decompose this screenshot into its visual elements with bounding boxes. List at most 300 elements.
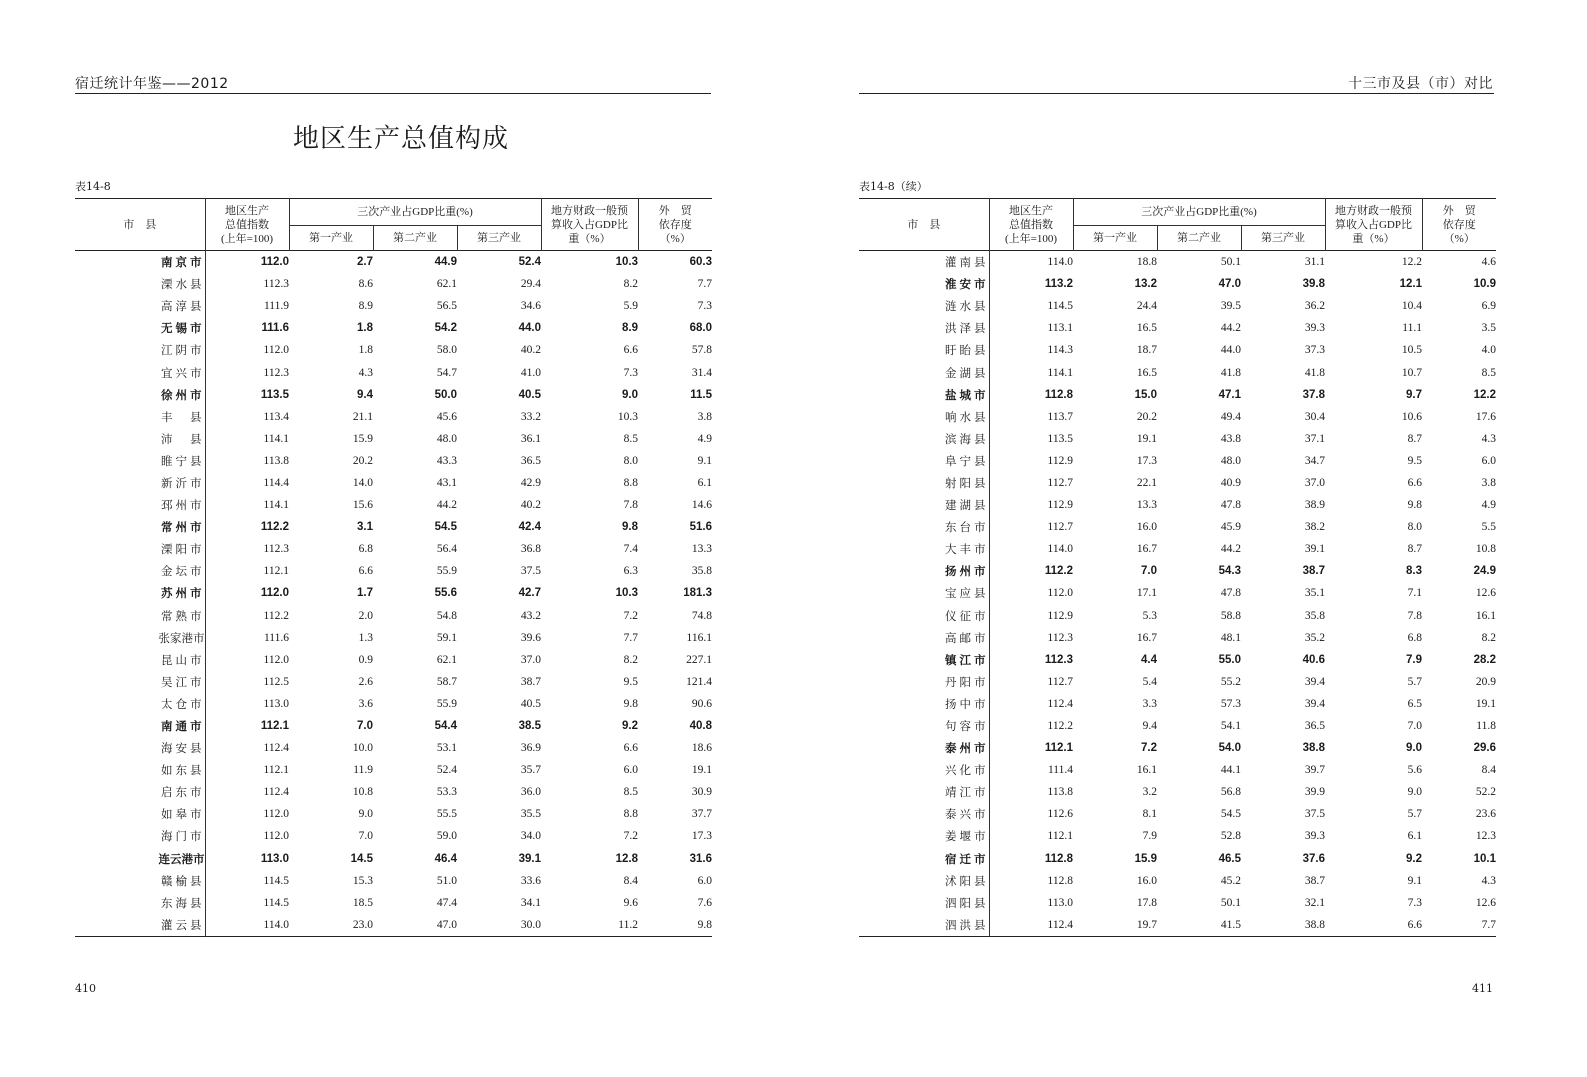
secondary-share-cell: 56.5 bbox=[436, 300, 457, 313]
secondary-share-cell: 54.1 bbox=[1220, 720, 1241, 733]
table-row bbox=[859, 803, 1496, 825]
table-row bbox=[75, 781, 712, 803]
trade-dependence-cell: 40.8 bbox=[689, 720, 712, 733]
fiscal-share-cell: 7.2 bbox=[623, 830, 638, 843]
primary-share-cell: 6.6 bbox=[358, 565, 373, 578]
county-name: 高邮市 bbox=[945, 630, 989, 645]
county-name: 滨海县 bbox=[945, 431, 989, 446]
fiscal-share-cell: 7.9 bbox=[1406, 653, 1422, 666]
table-header bbox=[75, 199, 712, 251]
gdp-index-cell: 114.4 bbox=[205, 472, 289, 494]
county-name: 阜宁县 bbox=[945, 453, 989, 468]
gdp-index-cell: 112.3 bbox=[989, 627, 1073, 649]
header-gdp-index: 地区生产 总值指数 (上年=100) bbox=[205, 199, 289, 251]
primary-share-cell: 23.0 bbox=[352, 918, 373, 931]
secondary-share-cell: 54.8 bbox=[436, 609, 457, 622]
running-head: 宿迁统计年鉴——2012 bbox=[75, 76, 229, 92]
county-name: 东海县 bbox=[161, 895, 205, 910]
tertiary-share-cell: 35.7 bbox=[520, 764, 541, 777]
tertiary-share-cell: 36.5 bbox=[520, 454, 541, 467]
county-name: 盱眙县 bbox=[945, 343, 989, 358]
county-name: 赣榆县 bbox=[161, 873, 205, 888]
gdp-index-cell: 114.1 bbox=[205, 428, 289, 450]
secondary-share-cell: 41.5 bbox=[1220, 918, 1241, 931]
tertiary-share-cell: 36.8 bbox=[520, 543, 541, 556]
county-name: 东台市 bbox=[945, 520, 989, 535]
fiscal-share-cell: 7.8 bbox=[1407, 609, 1422, 622]
trade-dependence-cell: 13.3 bbox=[691, 543, 712, 556]
primary-share-cell: 9.4 bbox=[1142, 720, 1157, 733]
county-name: 新沂市 bbox=[161, 475, 205, 490]
primary-share-cell: 16.7 bbox=[1136, 631, 1157, 644]
trade-dependence-cell: 52.2 bbox=[1475, 786, 1496, 799]
gdp-index-cell: 112.0 bbox=[205, 649, 289, 671]
gdp-index-cell: 111.6 bbox=[205, 627, 289, 649]
county-name: 张家港市 bbox=[158, 630, 205, 645]
gdp-index-cell: 112.0 bbox=[205, 803, 289, 825]
fiscal-share-cell: 5.6 bbox=[1407, 764, 1422, 777]
trade-dependence-cell: 20.9 bbox=[1475, 675, 1496, 688]
table-row bbox=[75, 538, 712, 560]
gdp-index-cell: 112.0 bbox=[205, 251, 289, 274]
secondary-share-cell: 48.0 bbox=[436, 432, 457, 445]
gdp-index-cell: 112.0 bbox=[989, 582, 1073, 604]
gdp-index-cell: 111.9 bbox=[205, 295, 289, 317]
county-name: 昆山市 bbox=[161, 652, 205, 667]
table-row bbox=[859, 450, 1496, 472]
primary-share-cell: 20.2 bbox=[352, 454, 373, 467]
tertiary-share-cell: 39.9 bbox=[1304, 786, 1325, 799]
county-name: 灌云县 bbox=[161, 917, 205, 932]
page-number: 410 bbox=[75, 982, 96, 995]
secondary-share-cell: 55.9 bbox=[436, 565, 457, 578]
tertiary-share-cell: 42.9 bbox=[520, 476, 541, 489]
primary-share-cell: 16.0 bbox=[1136, 874, 1157, 887]
tertiary-share-cell: 36.2 bbox=[1304, 300, 1325, 313]
fiscal-share-cell: 9.8 bbox=[622, 521, 638, 534]
page-title: 地区生产总值构成 bbox=[293, 124, 510, 154]
gdp-index-cell: 114.5 bbox=[205, 870, 289, 892]
fiscal-share-cell: 7.1 bbox=[1407, 587, 1422, 600]
gdp-index-cell: 112.4 bbox=[989, 693, 1073, 715]
table-row bbox=[859, 825, 1496, 847]
header-industry-share: 三次产业占GDP比重(%) bbox=[1073, 199, 1325, 226]
table-row bbox=[75, 251, 712, 274]
county-name: 溧水县 bbox=[161, 277, 205, 292]
table-row bbox=[859, 605, 1496, 627]
trade-dependence-cell: 121.4 bbox=[686, 675, 712, 688]
tertiary-share-cell: 39.8 bbox=[1302, 278, 1325, 291]
table-row bbox=[859, 406, 1496, 428]
gdp-index-cell: 112.7 bbox=[989, 472, 1073, 494]
trade-dependence-cell: 116.1 bbox=[686, 631, 712, 644]
trade-dependence-cell: 7.6 bbox=[697, 896, 712, 909]
table-row bbox=[859, 870, 1496, 892]
gdp-index-cell: 112.9 bbox=[989, 494, 1073, 516]
secondary-share-cell: 45.6 bbox=[436, 410, 457, 423]
county-name: 盐城市 bbox=[945, 387, 989, 402]
secondary-share-cell: 43.1 bbox=[436, 476, 457, 489]
primary-share-cell: 10.8 bbox=[352, 786, 373, 799]
gdp-index-cell: 112.1 bbox=[205, 560, 289, 582]
county-name: 徐州市 bbox=[161, 387, 205, 402]
secondary-share-cell: 40.9 bbox=[1220, 476, 1241, 489]
county-name: 吴江市 bbox=[161, 674, 205, 689]
gdp-index-cell: 112.8 bbox=[989, 870, 1073, 892]
gdp-index-cell: 112.9 bbox=[989, 605, 1073, 627]
trade-dependence-cell: 7.3 bbox=[697, 300, 712, 313]
gdp-index-cell: 114.1 bbox=[989, 361, 1073, 383]
fiscal-share-cell: 8.5 bbox=[623, 432, 638, 445]
primary-share-cell: 17.1 bbox=[1136, 587, 1157, 600]
primary-share-cell: 7.9 bbox=[1142, 830, 1157, 843]
gdp-index-cell: 112.3 bbox=[205, 538, 289, 560]
primary-share-cell: 6.8 bbox=[358, 543, 373, 556]
table-row bbox=[859, 516, 1496, 538]
fiscal-share-cell: 8.2 bbox=[623, 653, 638, 666]
fiscal-share-cell: 11.1 bbox=[1402, 322, 1422, 335]
tertiary-share-cell: 39.3 bbox=[1304, 322, 1325, 335]
gdp-index-cell: 114.5 bbox=[989, 295, 1073, 317]
secondary-share-cell: 53.3 bbox=[436, 786, 457, 799]
table-row bbox=[859, 472, 1496, 494]
gdp-index-cell: 113.0 bbox=[989, 892, 1073, 914]
primary-share-cell: 18.7 bbox=[1136, 344, 1157, 357]
primary-share-cell: 5.3 bbox=[1142, 609, 1157, 622]
gdp-index-cell: 112.1 bbox=[205, 715, 289, 737]
tertiary-share-cell: 42.4 bbox=[518, 521, 541, 534]
fiscal-share-cell: 10.6 bbox=[1401, 410, 1422, 423]
fiscal-share-cell: 9.1 bbox=[1407, 874, 1422, 887]
trade-dependence-cell: 31.4 bbox=[691, 366, 712, 379]
secondary-share-cell: 44.2 bbox=[1220, 322, 1241, 335]
county-name: 启东市 bbox=[161, 785, 205, 800]
header-primary: 第一产业 bbox=[289, 226, 373, 251]
primary-share-cell: 1.7 bbox=[357, 587, 373, 600]
trade-dependence-cell: 6.0 bbox=[697, 874, 712, 887]
primary-share-cell: 24.4 bbox=[1136, 300, 1157, 313]
table-row bbox=[75, 759, 712, 781]
fiscal-share-cell: 6.6 bbox=[623, 344, 638, 357]
secondary-share-cell: 55.2 bbox=[1220, 675, 1241, 688]
tertiary-share-cell: 42.7 bbox=[518, 587, 541, 600]
secondary-share-cell: 54.0 bbox=[1218, 742, 1241, 755]
header-county: 市 县 bbox=[859, 199, 989, 251]
fiscal-share-cell: 9.0 bbox=[622, 388, 638, 401]
table-row bbox=[75, 649, 712, 671]
table-row bbox=[75, 848, 712, 870]
secondary-share-cell: 54.3 bbox=[1218, 565, 1241, 578]
tertiary-share-cell: 44.0 bbox=[518, 322, 541, 335]
gdp-index-cell: 112.3 bbox=[989, 649, 1073, 671]
table-row bbox=[859, 273, 1496, 295]
trade-dependence-cell: 57.8 bbox=[691, 344, 712, 357]
tertiary-share-cell: 43.2 bbox=[520, 609, 541, 622]
secondary-share-cell: 54.2 bbox=[434, 322, 457, 335]
gdp-index-cell: 113.0 bbox=[205, 693, 289, 715]
table-row bbox=[75, 406, 712, 428]
gdp-index-cell: 112.8 bbox=[989, 848, 1073, 870]
table-row bbox=[75, 361, 712, 383]
table-row bbox=[75, 715, 712, 737]
tertiary-share-cell: 38.7 bbox=[520, 675, 541, 688]
primary-share-cell: 18.8 bbox=[1136, 256, 1157, 269]
secondary-share-cell: 54.7 bbox=[436, 366, 457, 379]
table-row bbox=[859, 251, 1496, 274]
county-name: 如皋市 bbox=[161, 807, 205, 822]
trade-dependence-cell: 12.3 bbox=[1475, 830, 1496, 843]
secondary-share-cell: 50.1 bbox=[1220, 896, 1241, 909]
fiscal-share-cell: 12.2 bbox=[1401, 256, 1422, 269]
secondary-share-cell: 47.8 bbox=[1220, 587, 1241, 600]
table-row bbox=[859, 428, 1496, 450]
trade-dependence-cell: 90.6 bbox=[691, 697, 712, 710]
table-row bbox=[75, 317, 712, 339]
county-name: 高淳县 bbox=[161, 299, 205, 314]
table-row bbox=[75, 472, 712, 494]
gdp-index-cell: 112.3 bbox=[205, 273, 289, 295]
county-name: 苏州市 bbox=[161, 586, 205, 601]
secondary-share-cell: 52.4 bbox=[436, 764, 457, 777]
secondary-share-cell: 54.5 bbox=[1220, 808, 1241, 821]
fiscal-share-cell: 10.3 bbox=[615, 256, 638, 269]
table-row bbox=[859, 627, 1496, 649]
trade-dependence-cell: 31.6 bbox=[689, 852, 712, 865]
county-name: 宿迁市 bbox=[945, 851, 989, 866]
county-name: 南通市 bbox=[161, 719, 205, 734]
table-row bbox=[75, 627, 712, 649]
fiscal-share-cell: 7.3 bbox=[623, 366, 638, 379]
table-row bbox=[859, 295, 1496, 317]
header-secondary: 第二产业 bbox=[373, 226, 457, 251]
table-row bbox=[859, 848, 1496, 870]
fiscal-share-cell: 9.7 bbox=[1406, 388, 1422, 401]
primary-share-cell: 8.1 bbox=[1142, 808, 1157, 821]
gdp-index-cell: 111.4 bbox=[989, 759, 1073, 781]
county-name: 射阳县 bbox=[945, 475, 989, 490]
primary-share-cell: 3.3 bbox=[1142, 697, 1157, 710]
county-name: 句容市 bbox=[945, 719, 989, 734]
fiscal-share-cell: 8.3 bbox=[1406, 565, 1422, 578]
tertiary-share-cell: 35.2 bbox=[1304, 631, 1325, 644]
secondary-share-cell: 62.1 bbox=[436, 278, 457, 291]
fiscal-share-cell: 8.4 bbox=[623, 874, 638, 887]
trade-dependence-cell: 11.5 bbox=[690, 388, 712, 401]
secondary-share-cell: 45.9 bbox=[1220, 521, 1241, 534]
tertiary-share-cell: 37.8 bbox=[1302, 388, 1325, 401]
fiscal-share-cell: 12.8 bbox=[615, 852, 638, 865]
secondary-share-cell: 55.6 bbox=[434, 587, 457, 600]
tertiary-share-cell: 30.4 bbox=[1304, 410, 1325, 423]
county-name: 睢宁县 bbox=[161, 453, 205, 468]
secondary-share-cell: 46.5 bbox=[1218, 852, 1241, 865]
county-name: 泰州市 bbox=[945, 741, 989, 756]
fiscal-share-cell: 9.8 bbox=[623, 697, 638, 710]
primary-share-cell: 17.3 bbox=[1136, 454, 1157, 467]
primary-share-cell: 1.3 bbox=[358, 631, 373, 644]
tertiary-share-cell: 37.5 bbox=[1304, 808, 1325, 821]
county-name: 姜堰市 bbox=[945, 829, 989, 844]
gdp-index-cell: 112.7 bbox=[989, 671, 1073, 693]
primary-share-cell: 3.6 bbox=[358, 697, 373, 710]
primary-share-cell: 4.4 bbox=[1141, 653, 1157, 666]
table-row bbox=[859, 892, 1496, 914]
table-row bbox=[859, 737, 1496, 759]
county-name: 灌南县 bbox=[945, 255, 989, 270]
county-name: 建湖县 bbox=[945, 498, 989, 513]
trade-dependence-cell: 4.3 bbox=[1481, 432, 1496, 445]
gdp-index-cell: 112.2 bbox=[205, 516, 289, 538]
secondary-share-cell: 56.8 bbox=[1220, 786, 1241, 799]
county-name: 淮安市 bbox=[945, 277, 989, 292]
county-name: 邳州市 bbox=[161, 498, 205, 513]
primary-share-cell: 15.9 bbox=[1134, 852, 1157, 865]
gdp-index-cell: 114.1 bbox=[205, 494, 289, 516]
table-row bbox=[75, 560, 712, 582]
table-row bbox=[75, 582, 712, 604]
trade-dependence-cell: 23.6 bbox=[1475, 808, 1496, 821]
tertiary-share-cell: 35.5 bbox=[520, 808, 541, 821]
tertiary-share-cell: 29.4 bbox=[520, 278, 541, 291]
running-head: 十三市及县（市）对比 bbox=[1348, 76, 1493, 92]
gdp-index-cell: 113.7 bbox=[989, 406, 1073, 428]
trade-dependence-cell: 9.8 bbox=[697, 918, 712, 931]
tertiary-share-cell: 34.7 bbox=[1304, 454, 1325, 467]
gdp-composition-table-continued bbox=[859, 198, 1496, 937]
trade-dependence-cell: 8.4 bbox=[1481, 764, 1496, 777]
gdp-index-cell: 112.4 bbox=[205, 781, 289, 803]
secondary-share-cell: 52.8 bbox=[1220, 830, 1241, 843]
gdp-index-cell: 113.5 bbox=[989, 428, 1073, 450]
tertiary-share-cell: 39.4 bbox=[1304, 697, 1325, 710]
fiscal-share-cell: 10.4 bbox=[1401, 300, 1422, 313]
trade-dependence-cell: 4.9 bbox=[1481, 499, 1496, 512]
secondary-share-cell: 47.8 bbox=[1220, 499, 1241, 512]
trade-dependence-cell: 17.3 bbox=[691, 830, 712, 843]
county-name: 大丰市 bbox=[945, 542, 989, 557]
trade-dependence-cell: 4.9 bbox=[697, 432, 712, 445]
trade-dependence-cell: 6.0 bbox=[1481, 454, 1496, 467]
table-row bbox=[75, 693, 712, 715]
primary-share-cell: 15.3 bbox=[352, 874, 373, 887]
county-name: 丹阳市 bbox=[945, 674, 989, 689]
county-name: 江阴市 bbox=[161, 343, 205, 358]
county-name: 海门市 bbox=[161, 829, 205, 844]
primary-share-cell: 9.0 bbox=[358, 808, 373, 821]
primary-share-cell: 15.6 bbox=[352, 499, 373, 512]
primary-share-cell: 20.2 bbox=[1136, 410, 1157, 423]
county-name: 泗洪县 bbox=[945, 917, 989, 932]
primary-share-cell: 5.4 bbox=[1142, 675, 1157, 688]
gdp-index-cell: 112.2 bbox=[205, 605, 289, 627]
gdp-index-cell: 112.5 bbox=[205, 671, 289, 693]
fiscal-share-cell: 6.0 bbox=[623, 764, 638, 777]
fiscal-share-cell: 5.7 bbox=[1407, 675, 1422, 688]
trade-dependence-cell: 12.6 bbox=[1475, 587, 1496, 600]
fiscal-share-cell: 6.6 bbox=[623, 742, 638, 755]
tertiary-share-cell: 39.6 bbox=[520, 631, 541, 644]
gdp-index-cell: 112.6 bbox=[989, 803, 1073, 825]
tertiary-share-cell: 40.5 bbox=[520, 697, 541, 710]
trade-dependence-cell: 35.8 bbox=[691, 565, 712, 578]
fiscal-share-cell: 9.0 bbox=[1406, 742, 1422, 755]
tertiary-share-cell: 37.3 bbox=[1304, 344, 1325, 357]
gdp-index-cell: 112.4 bbox=[205, 737, 289, 759]
trade-dependence-cell: 6.1 bbox=[697, 476, 712, 489]
county-name: 扬州市 bbox=[945, 564, 989, 579]
primary-share-cell: 13.2 bbox=[1134, 278, 1157, 291]
fiscal-share-cell: 11.2 bbox=[618, 918, 638, 931]
trade-dependence-cell: 7.7 bbox=[1481, 918, 1496, 931]
county-name: 扬中市 bbox=[945, 696, 989, 711]
primary-share-cell: 3.1 bbox=[357, 521, 373, 534]
tertiary-share-cell: 35.1 bbox=[1304, 587, 1325, 600]
tertiary-share-cell: 38.7 bbox=[1304, 874, 1325, 887]
fiscal-share-cell: 6.8 bbox=[1407, 631, 1422, 644]
secondary-share-cell: 51.0 bbox=[436, 874, 457, 887]
primary-share-cell: 4.3 bbox=[358, 366, 373, 379]
secondary-share-cell: 47.4 bbox=[436, 896, 457, 909]
secondary-share-cell: 47.1 bbox=[1218, 388, 1241, 401]
secondary-share-cell: 57.3 bbox=[1220, 697, 1241, 710]
secondary-share-cell: 39.5 bbox=[1220, 300, 1241, 313]
fiscal-share-cell: 8.2 bbox=[623, 278, 638, 291]
table-row bbox=[859, 649, 1496, 671]
tertiary-share-cell: 38.9 bbox=[1304, 499, 1325, 512]
primary-share-cell: 17.8 bbox=[1136, 896, 1157, 909]
table-row bbox=[859, 560, 1496, 582]
primary-share-cell: 9.4 bbox=[357, 388, 373, 401]
fiscal-share-cell: 6.6 bbox=[1407, 476, 1422, 489]
header-trade-dependence: 外 贸 依存度 （%） bbox=[658, 204, 692, 245]
primary-share-cell: 2.7 bbox=[357, 256, 373, 269]
county-name: 洪泽县 bbox=[945, 321, 989, 336]
primary-share-cell: 22.1 bbox=[1136, 476, 1157, 489]
primary-share-cell: 16.7 bbox=[1136, 543, 1157, 556]
table-row bbox=[75, 870, 712, 892]
fiscal-share-cell: 7.4 bbox=[623, 543, 638, 556]
county-name: 泗阳县 bbox=[945, 895, 989, 910]
table-row bbox=[859, 538, 1496, 560]
table-label: 表14-8 bbox=[75, 180, 111, 193]
table-row bbox=[859, 361, 1496, 383]
secondary-share-cell: 43.8 bbox=[1220, 432, 1241, 445]
table-row bbox=[859, 671, 1496, 693]
gdp-composition-table bbox=[75, 198, 712, 937]
gdp-index-cell: 112.2 bbox=[989, 715, 1073, 737]
fiscal-share-cell: 7.2 bbox=[623, 609, 638, 622]
table-row bbox=[859, 781, 1496, 803]
secondary-share-cell: 58.0 bbox=[436, 344, 457, 357]
fiscal-share-cell: 10.7 bbox=[1401, 366, 1422, 379]
secondary-share-cell: 44.0 bbox=[1220, 344, 1241, 357]
county-name: 泰兴市 bbox=[945, 807, 989, 822]
gdp-index-cell: 114.3 bbox=[989, 339, 1073, 361]
gdp-index-cell: 113.1 bbox=[989, 317, 1073, 339]
gdp-index-cell: 112.9 bbox=[989, 450, 1073, 472]
trade-dependence-cell: 74.8 bbox=[691, 609, 712, 622]
header-fiscal-revenue: 地方财政一般预 算收入占GDP比 重（%） bbox=[541, 199, 638, 251]
secondary-share-cell: 46.4 bbox=[434, 852, 457, 865]
secondary-share-cell: 55.0 bbox=[1218, 653, 1241, 666]
trade-dependence-cell: 18.6 bbox=[691, 742, 712, 755]
table-header bbox=[859, 199, 1496, 251]
trade-dependence-cell: 3.8 bbox=[1481, 476, 1496, 489]
trade-dependence-cell: 37.7 bbox=[691, 808, 712, 821]
fiscal-share-cell: 9.2 bbox=[1406, 852, 1422, 865]
tertiary-share-cell: 38.2 bbox=[1304, 521, 1325, 534]
fiscal-share-cell: 8.0 bbox=[1407, 521, 1422, 534]
